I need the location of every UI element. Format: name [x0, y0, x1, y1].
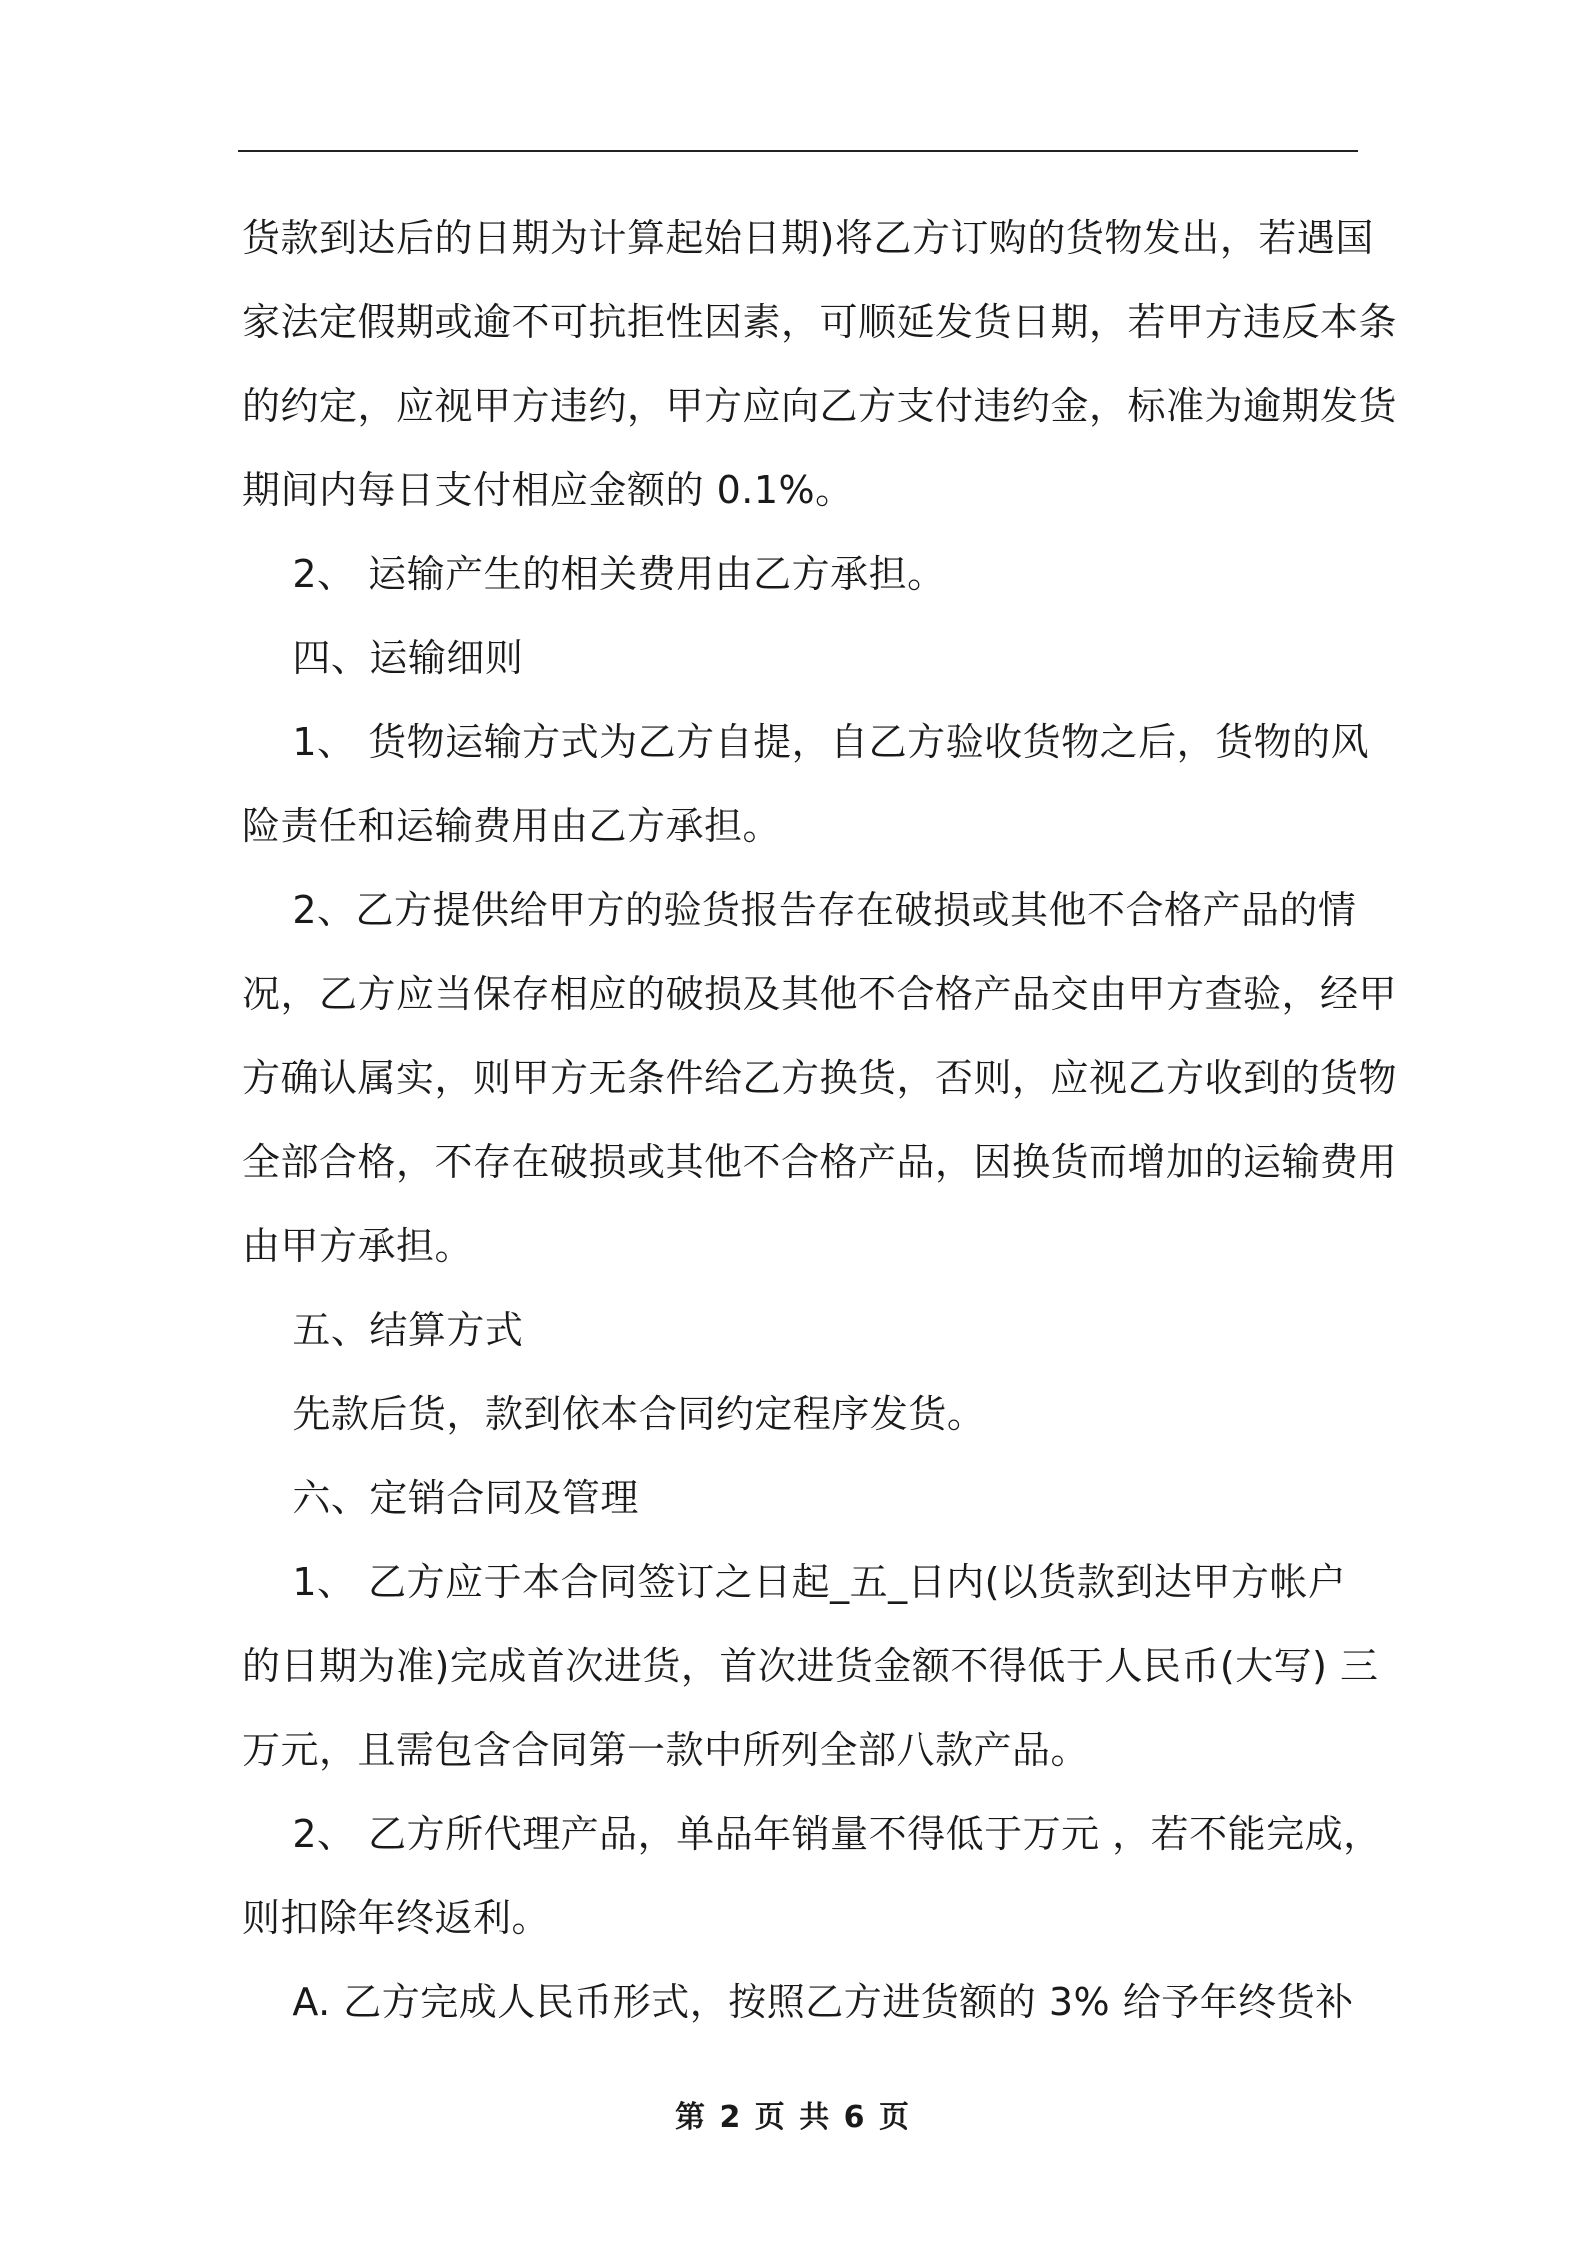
text-line: A. 乙方完成人民币形式，按照乙方进货额的 3% 给予年终货补 [242, 1980, 1354, 2024]
section-heading: 五、结算方式 [242, 1308, 524, 1352]
text-line: 的日期为准)完成首次进货，首次进货金额不得低于人民币(大写) 三 [242, 1644, 1379, 1688]
page-number-footer: 第 2 页 共 6 页 [675, 2100, 911, 2135]
section-heading: 六、定销合同及管理 [242, 1476, 639, 1520]
section-heading: 四、运输细则 [242, 636, 524, 680]
text-line: 方确认属实，则甲方无条件给乙方换货，否则，应视乙方收到的货物 [242, 1056, 1398, 1100]
text-line: 家法定假期或逾不可抗拒性因素，可顺延发货日期，若甲方违反本条 [242, 300, 1398, 344]
text-line: 1、 货物运输方式为乙方自提，自乙方验收货物之后，货物的风 [242, 720, 1370, 764]
text-line: 全部合格，不存在破损或其他不合格产品，因换货而增加的运输费用 [242, 1140, 1398, 1184]
text-line: 货款到达后的日期为计算起始日期)将乙方订购的货物发出，若遇国 [242, 216, 1374, 260]
text-line: 则扣除年终返利。 [242, 1896, 551, 1940]
text-line: 期间内每日支付相应金额的 0.1%。 [242, 468, 854, 512]
text-line: 2、 乙方所代理产品，单品年销量不得低于万元 ，若不能完成， [242, 1812, 1382, 1856]
text-line: 1、 乙方应于本合同签订之日起_五_日内(以货款到达甲方帐户 [242, 1560, 1347, 1604]
text-line: 先款后货，款到依本合同约定程序发货。 [242, 1392, 986, 1436]
text-line: 2、乙方提供给甲方的验货报告存在破损或其他不合格产品的情 [242, 888, 1357, 932]
text-line: 险责任和运输费用由乙方承担。 [242, 804, 782, 848]
text-line: 况，乙方应当保存相应的破损及其他不合格产品交由甲方查验，经甲 [242, 972, 1398, 1016]
document-body [242, 196, 1398, 2044]
text-line: 的约定，应视甲方违约，甲方应向乙方支付违约金，标准为逾期发货 [242, 384, 1398, 428]
text-line: 万元，且需包含合同第一款中所列全部八款产品。 [242, 1728, 1090, 1772]
text-line: 由甲方承担。 [242, 1224, 474, 1268]
header-rule [238, 150, 1358, 152]
text-line: 2、 运输产生的相关费用由乙方承担。 [242, 552, 946, 596]
